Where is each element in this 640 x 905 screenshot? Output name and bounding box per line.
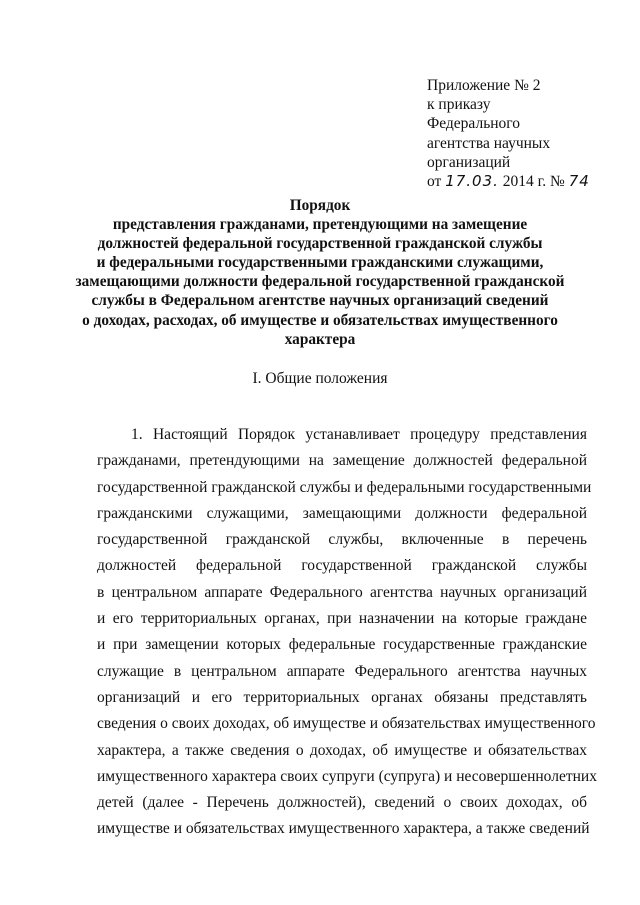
paragraph-line: служащие в центральном аппарате Федерального агентства научных (97, 662, 587, 680)
paragraph-line: гражданами, претендующими на замещение должностей федеральной (97, 452, 587, 470)
paragraph-line: государственной гражданской службы, включенные в перечень (97, 531, 587, 549)
appendix-line: Приложение № 2 (427, 77, 541, 94)
handwritten-date: 17.03. (445, 172, 499, 191)
appendix-date-line (427, 172, 617, 191)
appendix-line: организаций (427, 153, 511, 171)
date-year: 2014 г. № (502, 173, 565, 191)
paragraph-line: в центральном аппарате Федерального агентства научных организаций (97, 583, 587, 601)
paragraph-line: 1. Настоящий Порядок устанавливает процедуру представления (131, 426, 587, 443)
document-title (70, 196, 570, 349)
appendix-line: к приказу (427, 96, 491, 114)
paragraph-line: характера, а также сведения о доходах, об имуществе и обязательствах (97, 741, 587, 759)
appendix-block (427, 76, 617, 191)
paragraph-1 (97, 422, 597, 843)
paragraph-line: сведения о своих доходах, об имуществе и обязательствах имущественного (97, 715, 596, 733)
title-line: и федеральными государственными гражданскими служащими, (96, 254, 544, 272)
title-line: о доходах, расходах, об имуществе и обязательствах имущественного (82, 311, 558, 329)
paragraph-line: организаций и его территориальных органах обязаны представлять (97, 688, 587, 706)
paragraph-line: гражданскими служащими, замещающими должности федеральной (97, 504, 587, 522)
paragraph-line: государственной гражданской службы и федеральными государственными (97, 478, 592, 496)
paragraph-line: имущественного характера своих супруги (супруга) и несовершеннолетних (97, 767, 597, 785)
section-heading: I. Общие положения (252, 370, 388, 387)
paragraph-line: детей (далее - Перечень должностей), сведений о своих доходах, об (97, 794, 587, 812)
paragraph-line: должностей федеральной государственной гражданской службы (97, 557, 587, 575)
date-prefix: от (427, 173, 442, 191)
title-line: Порядок (289, 197, 351, 214)
appendix-line: агентства научных (427, 134, 551, 152)
handwritten-number: 74 (568, 172, 590, 191)
paragraph-line: и при замещении которых федеральные государственные гражданские (97, 636, 587, 654)
title-line: представления гражданами, претендующими на замещение (112, 216, 528, 234)
title-line: службы в Федеральном агентстве научных организаций сведений (91, 292, 549, 310)
appendix-line: Федерального (427, 115, 521, 133)
title-line: характера (284, 330, 356, 348)
paragraph-line: и его территориальных органах, при назначении на которые граждане (97, 610, 587, 628)
paragraph-line: имуществе и обязательствах имущественного характера, а также сведений (97, 820, 590, 838)
title-line: должностей федеральной государственной гражданской службы (97, 235, 543, 253)
title-line: замещающими должности федеральной государственной гражданской (75, 273, 565, 291)
